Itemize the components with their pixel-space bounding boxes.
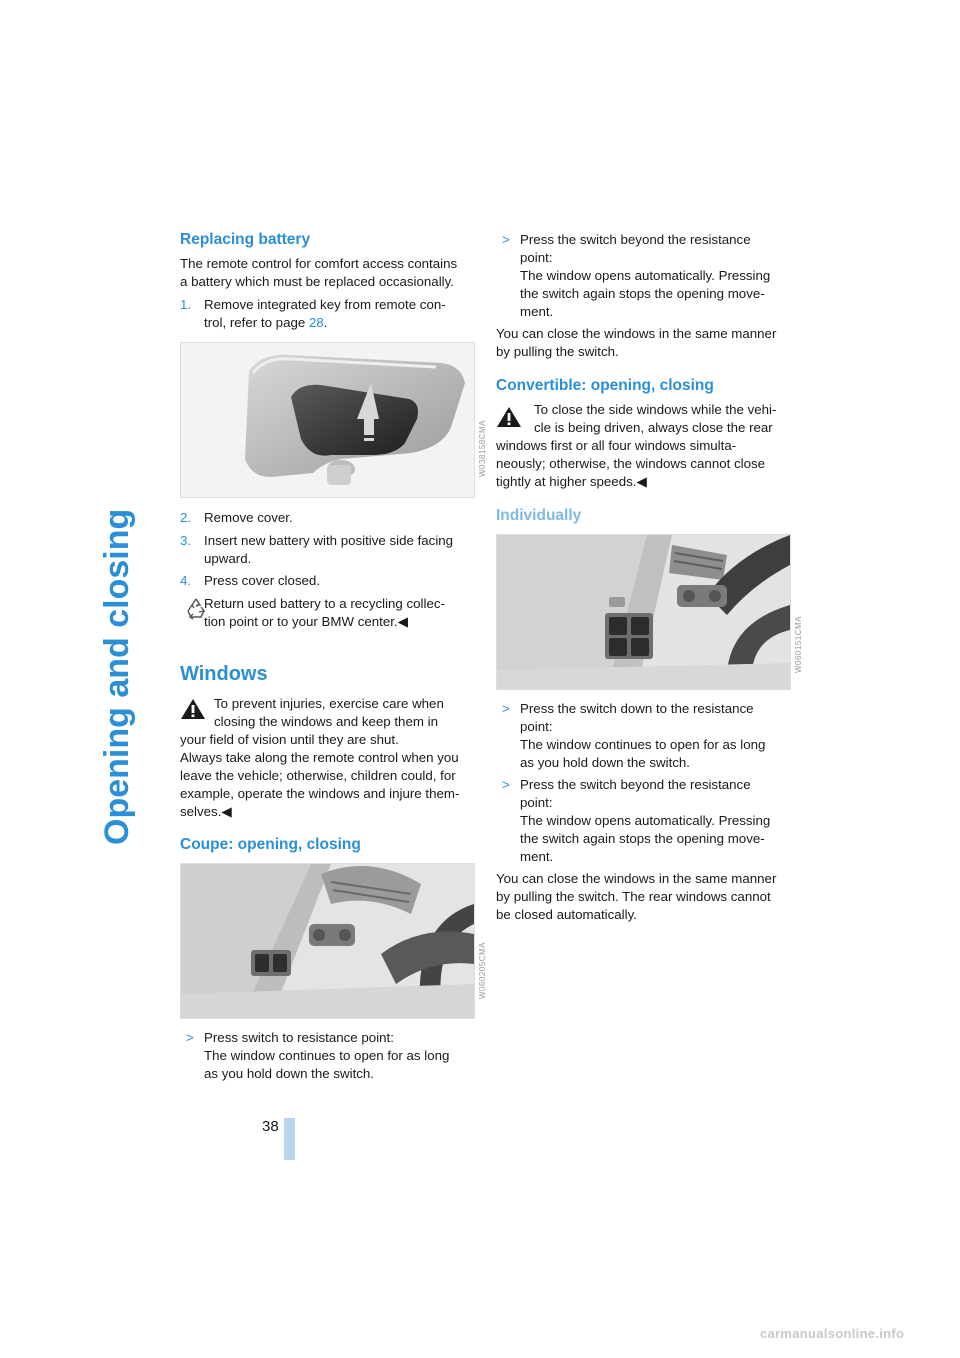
individually-heading: Individually bbox=[496, 507, 582, 524]
step-1-period: . bbox=[323, 315, 328, 330]
windows-warn-6: example, operate the windows and injure them- bbox=[180, 786, 460, 801]
page-28-link[interactable]: 28 bbox=[308, 315, 324, 330]
right-bullet-1-line-2: point: bbox=[520, 250, 553, 265]
image-1-code: W038158CMA bbox=[478, 420, 487, 478]
windows-heading: Windows bbox=[180, 663, 268, 685]
coupe-bullet-line-2: The window continues to open for as long bbox=[204, 1048, 450, 1063]
close-note-1: You can close the windows in the same manner bbox=[496, 326, 777, 341]
right-bullet-3-line-1: Press the switch beyond the resistance bbox=[520, 777, 751, 792]
coupe-bullet-line-3: as you hold down the switch. bbox=[204, 1066, 375, 1081]
page-number-bar bbox=[284, 1118, 295, 1160]
recycle-note-1: Return used battery to a recycling collec- bbox=[204, 596, 445, 611]
coupe-heading: Coupe: opening, closing bbox=[180, 836, 361, 853]
coupe-bullet-marker: > bbox=[186, 1030, 194, 1045]
step-1-number: 1. bbox=[180, 297, 192, 312]
windows-warn-7: selves.◀ bbox=[180, 804, 232, 819]
battery-intro-1: The remote control for comfort access contains bbox=[180, 256, 458, 271]
coupe-bullet-line-1: Press switch to resistance point: bbox=[204, 1030, 394, 1045]
battery-heading: Replacing battery bbox=[180, 231, 311, 248]
step-2-text: Remove cover. bbox=[204, 510, 293, 525]
warning-icon bbox=[180, 697, 206, 726]
close2-note-1: You can close the windows in the same manner bbox=[496, 871, 777, 886]
right-bullet-2-line-4: as you hold down the switch. bbox=[520, 755, 691, 770]
side-title-text: Opening and closing bbox=[98, 508, 136, 845]
close-note-2: by pulling the switch. bbox=[496, 344, 619, 359]
step-2 bbox=[180, 509, 474, 527]
step-4-number: 4. bbox=[180, 573, 192, 588]
conv-warn-5: tightly at higher speeds.◀ bbox=[496, 474, 647, 489]
right-bullet-3-line-3: The window opens automatically. Pressing bbox=[520, 813, 771, 828]
image-3-code: W060151CMA bbox=[794, 616, 803, 674]
right-bullet-1-line-5: ment. bbox=[520, 304, 554, 319]
right-bullet-1-line-4: the switch again stops the opening move- bbox=[520, 286, 765, 301]
remote-key-image bbox=[180, 342, 475, 498]
right-bullet-1-line-1: Press the switch beyond the resistance bbox=[520, 232, 751, 247]
right-bullet-2 bbox=[496, 700, 790, 772]
convertible-switch-image bbox=[496, 534, 791, 690]
step-4-text: Press cover closed. bbox=[204, 573, 321, 588]
convertible-heading: Convertible: opening, closing bbox=[496, 377, 714, 394]
windows-warn-2: closing the windows and keep them in bbox=[214, 714, 438, 729]
step-1-line-1: Remove integrated key from remote con- bbox=[204, 297, 446, 312]
right-bullet-2-line-3: The window continues to open for as long bbox=[520, 737, 766, 752]
right-bullet-3-line-2: point: bbox=[520, 795, 553, 810]
coupe-bullet bbox=[180, 1029, 474, 1083]
right-bullet-3-line-4: the switch again stops the opening move- bbox=[520, 831, 765, 846]
image-2-code: W060205CMA bbox=[478, 942, 487, 1000]
coupe-switch-image bbox=[180, 863, 475, 1019]
step-3-line-1: Insert new battery with positive side facing bbox=[204, 533, 454, 548]
right-bullet-3-line-5: ment. bbox=[520, 849, 554, 864]
step-3-line-2: upward. bbox=[204, 551, 252, 566]
right-bullet-3-marker: > bbox=[502, 777, 510, 792]
step-1 bbox=[180, 296, 474, 332]
close2-note-3: be closed automatically. bbox=[496, 907, 637, 922]
right-bullet-2-line-1: Press the switch down to the resistance bbox=[520, 701, 754, 716]
recycle-note-2: tion point or to your BMW center.◀ bbox=[204, 614, 408, 629]
step-3-number: 3. bbox=[180, 533, 192, 548]
windows-warn-1: To prevent injuries, exercise care when bbox=[214, 696, 444, 711]
footer-watermark: carmanualsonline.info bbox=[760, 1326, 905, 1341]
right-bullet-1-line-3: The window opens automatically. Pressing bbox=[520, 268, 771, 283]
right-bullet-3 bbox=[496, 776, 790, 866]
conv-warn-3: windows first or all four windows simulta- bbox=[496, 438, 737, 453]
page-number: 38 bbox=[262, 1118, 279, 1135]
side-chapter-title bbox=[10, 230, 150, 850]
right-bullet-1 bbox=[496, 231, 790, 321]
warning-icon-2 bbox=[496, 405, 522, 434]
right-bullet-2-line-2: point: bbox=[520, 719, 553, 734]
step-3 bbox=[180, 532, 474, 568]
right-bullet-2-marker: > bbox=[502, 701, 510, 716]
conv-warn-1: To close the side windows while the vehi- bbox=[534, 402, 777, 417]
step-1-line-2: trol, refer to page bbox=[204, 315, 306, 330]
step-2-number: 2. bbox=[180, 510, 192, 525]
windows-warn-3: your field of vision until they are shut. bbox=[180, 732, 399, 747]
conv-warn-2: cle is being driven, always close the rear bbox=[534, 420, 773, 435]
conv-warn-4: neously; otherwise, the windows cannot close bbox=[496, 456, 766, 471]
step-4 bbox=[180, 572, 474, 590]
battery-intro-2: a battery which must be replaced occasionally. bbox=[180, 274, 454, 289]
windows-warn-4: Always take along the remote control when you bbox=[180, 750, 459, 765]
right-bullet-1-marker: > bbox=[502, 232, 510, 247]
windows-warn-5: leave the vehicle; otherwise, children could, for bbox=[180, 768, 456, 783]
close2-note-2: by pulling the switch. The rear windows cannot bbox=[496, 889, 771, 904]
